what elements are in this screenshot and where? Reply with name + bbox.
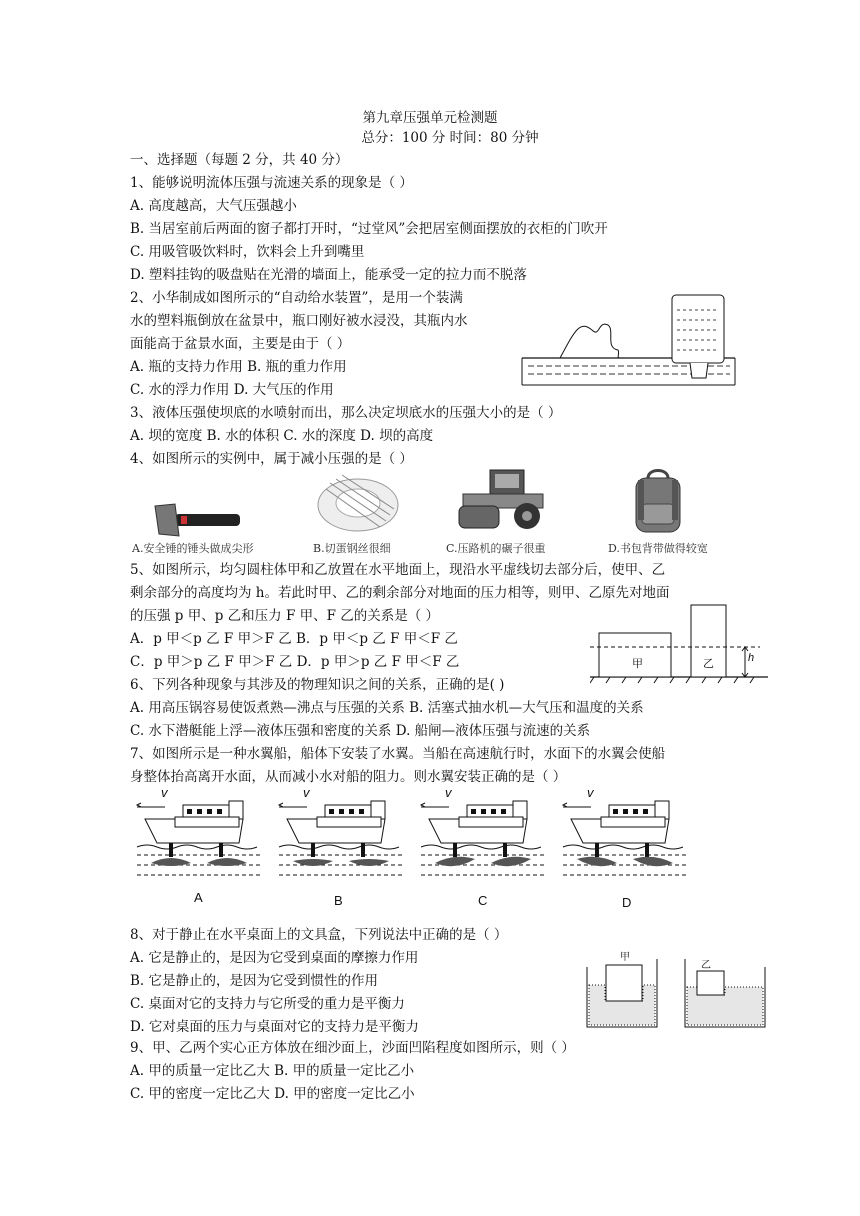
option-label-b: B — [334, 893, 343, 908]
page-title: 第九章压强单元检测题 — [362, 110, 498, 126]
q1-option-c: C. 用吸管吸饮料时，饮料会上升到嘴里 — [130, 244, 365, 260]
q5-line-1: 5、如图所示，均匀圆柱体甲和乙放置在水平地面上，现沿水平虚线切去部分后，使甲、乙 — [130, 562, 666, 578]
q2-options-cd: C. 水的浮力作用 D. 大气压的作用 — [130, 382, 334, 398]
q5-line-2: 剩余部分的高度均为 h。若此时甲、乙的剩余部分对地面的压力相等，则甲、乙原先对地面 — [130, 585, 670, 601]
cube-yi-label: 乙 — [701, 960, 711, 971]
q2-line-2: 水的塑料瓶倒放在盆景中，瓶口刚好被水浸没，其瓶内水 — [130, 313, 468, 329]
q8-option-b: B. 它是静止的，是因为它受到惯性的作用 — [130, 973, 379, 989]
cylinder-jia-label: 甲 — [632, 657, 643, 670]
q5-options-cd: C．p 甲＞p 乙 F 甲＞F 乙 D．p 甲＞p 乙 F 甲＜F 乙 — [130, 654, 460, 670]
sand-cubes-figure — [585, 955, 775, 1030]
velocity-v-label-b: v — [303, 785, 310, 800]
q6-options-cd: C. 水下潜艇能上浮—液体压强和密度的关系 D. 船闸—液体压强与流速的关系 — [130, 723, 591, 739]
q4-caption-a: A.安全锤的锤头做成尖形 — [132, 542, 254, 555]
schoolbag-image — [628, 466, 688, 536]
safety-hammer-image — [145, 500, 245, 540]
q2-line-3: 面能高于盆景水面，主要是由于（ ） — [130, 336, 351, 352]
egg-slicer-image — [310, 463, 405, 535]
q4-caption-b: B.切蛋钢丝很细 — [313, 542, 391, 555]
velocity-v-label-d: v — [587, 785, 594, 800]
q3-options: A. 坝的宽度 B. 水的体积 C. 水的深度 D. 坝的高度 — [130, 428, 434, 444]
q3-stem: 3、液体压强使坝底的水喷射而出，那么决定坝底水的压强大小的是（ ） — [130, 405, 562, 421]
q8-option-a: A. 它是静止的，是因为它受到桌面的摩擦力作用 — [130, 950, 419, 966]
q8-stem: 8、对于静止在水平桌面上的文具盒，下列说法中正确的是（ ） — [130, 927, 508, 943]
cube-jia-label: 甲 — [620, 952, 630, 963]
q1-option-a: A. 高度越高，大气压强越小 — [130, 198, 297, 214]
option-label-a: A — [194, 890, 203, 905]
q1-option-b: B. 当居室前后两面的窗子都打开时，“过堂风”会把居室侧面摆放的衣柜的门吹开 — [130, 221, 608, 237]
velocity-v-label-c: v — [445, 785, 452, 800]
q8-option-c: C. 桌面对它的支持力与它所受的重力是平衡力 — [130, 996, 405, 1012]
exam-meta: 总分：100 分 时间：80 分钟 — [361, 130, 539, 146]
q9-stem: 9、甲、乙两个实心正方体放在细沙面上，沙面凹陷程度如图所示，则（ ） — [130, 1040, 575, 1056]
cylinders-figure — [590, 595, 770, 685]
q5-line-3: 的压强 p 甲、p 乙和压力 F 甲、F 乙的关系是（ ） — [130, 608, 440, 624]
q4-caption-d: D.书包背带做得较宽 — [608, 542, 708, 555]
auto-water-device-figure — [520, 290, 740, 390]
hydrofoil-boats-figure — [135, 785, 775, 885]
option-label-d: D — [622, 895, 632, 910]
q5-options-ab: A．p 甲＜p 乙 F 甲＞F 乙 B．p 甲＜p 乙 F 甲＜F 乙 — [130, 631, 458, 647]
q4-caption-c: C.压路机的碾子很重 — [446, 542, 546, 555]
q9-options-ab: A. 甲的质量一定比乙大 B. 甲的质量一定比乙小 — [130, 1063, 415, 1079]
height-h-label: h — [748, 652, 755, 664]
hydrofoil-boat-options — [135, 785, 775, 889]
cylinder-yi-label: 乙 — [703, 657, 714, 670]
q8-option-d: D. 它对桌面的压力与桌面对它的支持力是平衡力 — [130, 1019, 419, 1035]
section-heading: 一、选择题（每题 2 分，共 40 分） — [130, 152, 349, 168]
q2-line-1: 2、小华制成如图所示的“自动给水装置”，是用一个装满 — [130, 290, 463, 306]
q4-stem: 4、如图所示的实例中，属于减小压强的是（ ） — [130, 451, 413, 467]
q2-options-ab: A. 瓶的支持力作用 B. 瓶的重力作用 — [130, 359, 347, 375]
road-roller-image — [455, 468, 550, 530]
q1-option-d: D. 塑料挂钩的吸盘贴在光滑的墙面上，能承受一定的拉力而不脱落 — [130, 267, 527, 283]
q7-line-2: 身整体抬高离开水面，从而减小水对船的阻力。则水翼安装正确的是（ ） — [130, 769, 567, 785]
option-label-c: C — [478, 893, 488, 908]
q7-line-1: 7、如图所示是一种水翼船，船体下安装了水翼。当船在高速航行时，水面下的水翼会使船 — [130, 746, 666, 762]
q9-options-cd: C. 甲的密度一定比乙大 D. 甲的密度一定比乙小 — [130, 1086, 415, 1102]
q6-stem: 6、下列各种现象与其涉及的物理知识之间的关系，正确的是( ) — [130, 677, 505, 693]
q6-options-ab: A. 用高压锅容易使饭煮熟—沸点与压强的关系 B. 活塞式抽水机—大气压和温度的关系 — [130, 700, 644, 716]
q1-stem: 1、能够说明流体压强与流速关系的现象是（ ） — [130, 175, 413, 191]
velocity-v-label-a: v — [161, 785, 168, 800]
